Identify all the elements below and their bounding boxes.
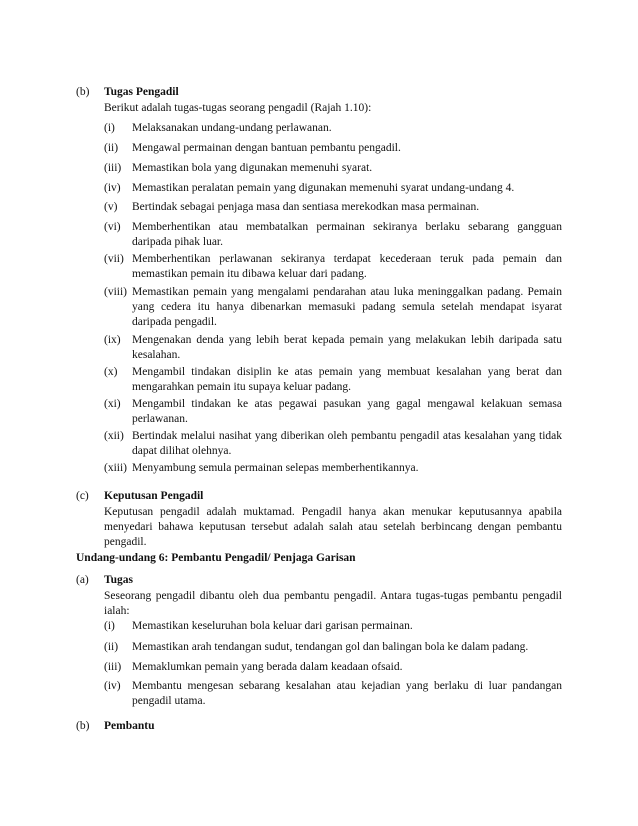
item-number: (viii) (104, 286, 127, 298)
list-item (104, 461, 562, 476)
section-b-heading: Tugas Pengadil (104, 86, 179, 98)
item-text: Memaklumkan pemain yang berada dalam keadaan ofsaid. (132, 661, 403, 673)
law6-b-heading: Pembantu (104, 720, 155, 732)
item-number: (vi) (104, 221, 121, 233)
item-number: (x) (104, 366, 118, 378)
item-number: (xii) (104, 430, 124, 442)
item-text: Membantu mengesan sebarang kesalahan atau kejadian yang berlaku di luar pandangan pengadil utama. (132, 680, 562, 707)
item-number: (ix) (104, 334, 121, 346)
item-number: (xiii) (104, 462, 127, 474)
item-number: (xi) (104, 398, 121, 410)
item-text: Bertindak melalui nasihat yang diberikan oleh pembantu pengadil atas kesalahan yang tidak dapat dilihat olehnya. (132, 430, 562, 457)
item-number: (ii) (104, 641, 119, 653)
item-text: Memastikan pemain yang mengalami pendarahan atau luka meninggalkan padang. Pemain yang cedera itu hanya dibenarkan memasuki padang semula setelah mendapat isyarat daripada pengadil. (132, 286, 562, 328)
section-c-text: Keputusan pengadil adalah muktamad. Pengadil hanya akan menukar keputusannya apabila menyedari bahawa keputusan tersebut adalah salah atau setelah berbincang dengan pembantu pengadil. (104, 506, 562, 548)
list-item (104, 429, 562, 459)
item-text: Mengambil tindakan disiplin ke atas pemain yang membuat kesalahan yang berat dan mengarahkan pemain itu supaya keluar padang. (132, 366, 562, 393)
law6-a-label: (a) (76, 574, 89, 586)
law6-b-label: (b) (76, 720, 90, 732)
list-item (104, 619, 562, 634)
item-text: Memastikan bola yang digunakan memenuhi syarat. (132, 162, 373, 174)
list-item (104, 141, 562, 156)
item-text: Mengenakan denda yang lebih berat kepada pemain yang melakukan lebih daripada satu kesalahan. (132, 334, 562, 361)
item-text: Memberhentikan atau membatalkan permainan sekiranya berlaku sebarang gangguan daripada pihak luar. (132, 221, 562, 248)
item-text: Memastikan arah tendangan sudut, tendangan gol dan balingan bola ke dalam padang. (132, 641, 529, 653)
item-number: (i) (104, 620, 115, 632)
law6-heading: Undang-undang 6: Pembantu Pengadil/ Penjaga Garisan (76, 552, 356, 564)
item-number: (vii) (104, 253, 124, 265)
item-number: (i) (104, 122, 115, 134)
item-number: (iii) (104, 162, 122, 174)
item-text: Memastikan keseluruhan bola keluar dari garisan permainan. (132, 620, 413, 632)
list-item (104, 161, 562, 176)
list-item (104, 397, 562, 427)
list-item (104, 640, 562, 655)
item-text: Menyambung semula permainan selepas memberhentikannya. (132, 462, 419, 474)
list-item (104, 121, 562, 136)
list-item (104, 220, 562, 250)
list-item (104, 660, 562, 675)
section-b-label: (b) (76, 86, 90, 98)
list-item (104, 333, 562, 363)
law6-a-heading: Tugas (104, 574, 133, 586)
item-text: Memberhentikan perlawanan sekiranya terdapat kecederaan teruk pada pemain dan memastikan pemain itu dibawa keluar dari padang. (132, 253, 562, 280)
item-text: Mengawal permainan dengan bantuan pembantu pengadil. (132, 142, 401, 154)
item-number: (iii) (104, 661, 122, 673)
list-item (104, 181, 562, 196)
section-b-intro: Berikut adalah tugas-tugas seorang pengadil (Rajah 1.10): (104, 102, 372, 114)
item-number: (ii) (104, 142, 119, 154)
item-number: (iv) (104, 680, 121, 692)
law6-a-intro: Seseorang pengadil dibantu oleh dua pembantu pengadil. Antara tugas-tugas pembantu pengadil ialah: (104, 590, 562, 617)
item-text: Melaksanakan undang-undang perlawanan. (132, 122, 332, 134)
item-text: Bertindak sebagai penjaga masa dan sentiasa merekodkan masa permainan. (132, 201, 480, 213)
section-c-heading: Keputusan Pengadil (104, 490, 204, 502)
item-text: Memastikan peralatan pemain yang digunakan memenuhi syarat undang-undang 4. (132, 182, 515, 194)
item-number: (v) (104, 201, 118, 213)
item-number: (iv) (104, 182, 121, 194)
list-item (104, 365, 562, 395)
item-text: Mengambil tindakan ke atas pegawai pasukan yang gagal mengawal kelakuan semasa perlawanan. (132, 398, 562, 425)
list-item (104, 679, 562, 709)
list-item (104, 285, 562, 330)
section-c-label: (c) (76, 490, 89, 502)
list-item (104, 252, 562, 282)
list-item (104, 200, 562, 215)
